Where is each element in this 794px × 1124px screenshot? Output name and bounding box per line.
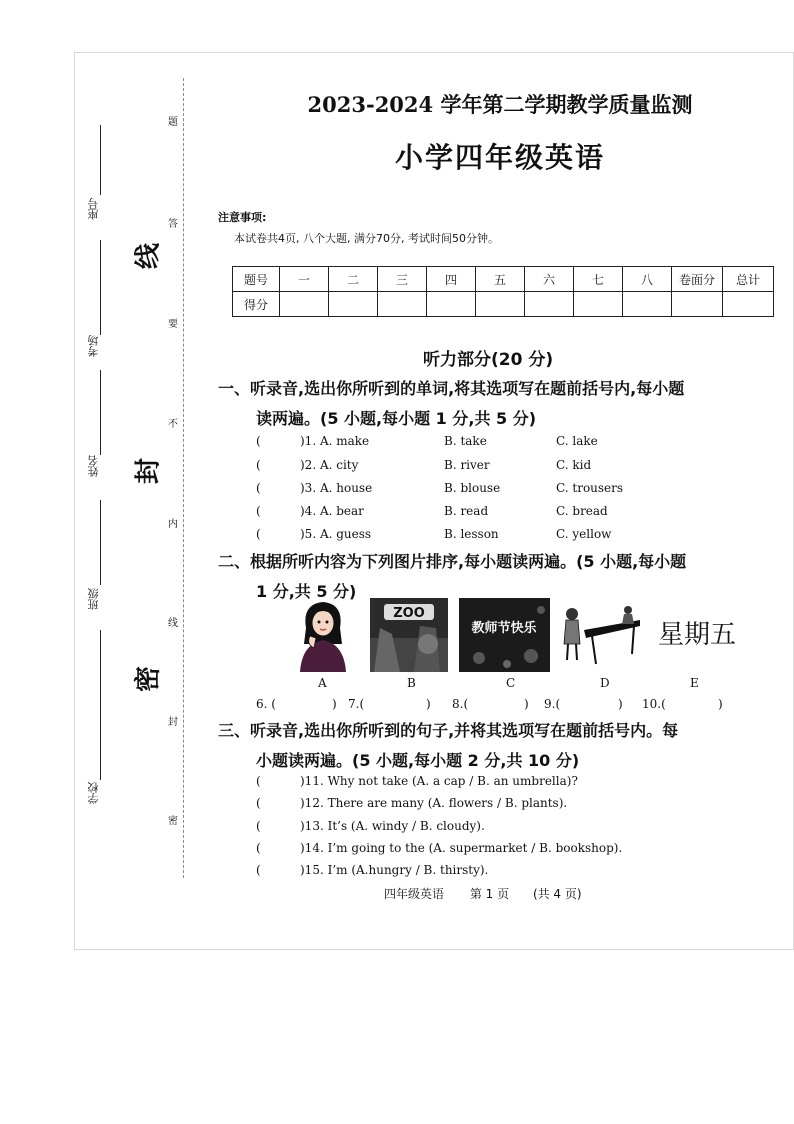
score-table-header-row: [233, 267, 774, 292]
room-line: [100, 240, 101, 335]
q2-answer-row: [256, 697, 776, 715]
option-c: C. yellow: [556, 527, 612, 541]
score-input-cell[interactable]: [525, 292, 574, 317]
school-line: [100, 630, 101, 780]
warning-char-1: 题: [168, 117, 178, 128]
score-table-score-row: [233, 292, 774, 317]
answer-bracket[interactable]: (: [256, 863, 261, 877]
answer-8-close: ): [524, 697, 529, 711]
class-line: [100, 500, 101, 585]
question-1-line2: 读两遍。(5 小题,每小题 1 分,共 5 分): [256, 409, 537, 428]
answer-bracket[interactable]: (: [256, 819, 261, 833]
q1-item: [256, 434, 776, 452]
notice-heading: 注意事项:: [218, 211, 267, 224]
answer-bracket[interactable]: (: [256, 481, 261, 495]
answer-bracket[interactable]: (: [256, 841, 261, 855]
score-cell: 总计: [723, 267, 774, 292]
score-cell: 七: [574, 267, 623, 292]
warning-char-4: 不: [168, 419, 178, 430]
listening-section-title: 听力部分(20 分): [423, 350, 554, 370]
seat-line: [100, 125, 101, 195]
picture-label-a: A: [318, 676, 327, 690]
question-2-line2: 1 分,共 5 分): [256, 582, 357, 601]
answer-bracket[interactable]: (: [256, 796, 261, 810]
sentence-text: )12. There are many (A. flowers / B. plants).: [300, 796, 568, 810]
option-a: )2. A. city: [300, 458, 359, 472]
footer-page-number: 第 1 页: [469, 887, 510, 901]
zoo-sign-text: ZOO: [393, 606, 425, 621]
score-cell: 八: [623, 267, 672, 292]
q1-item: [256, 527, 776, 545]
q3-item: [256, 841, 776, 859]
score-input-cell[interactable]: [623, 292, 672, 317]
answer-7-open[interactable]: 7.(: [348, 697, 365, 711]
picture-e-friday: [652, 598, 752, 672]
teachers-day-text: 教师节快乐: [471, 621, 537, 636]
answer-9-open[interactable]: 9.(: [544, 697, 561, 711]
score-cell: 三: [378, 267, 427, 292]
question-3-heading: [218, 716, 773, 776]
score-input-cell[interactable]: [476, 292, 525, 317]
answer-bracket[interactable]: (: [256, 504, 261, 518]
exam-page: [74, 52, 794, 950]
answer-10-open[interactable]: 10.(: [642, 697, 666, 711]
answer-bracket[interactable]: (: [256, 774, 261, 788]
answer-bracket[interactable]: (: [256, 527, 261, 541]
option-c: C. trousers: [556, 481, 624, 495]
answer-9-close: ): [618, 697, 623, 711]
school-label: 学校: [87, 782, 100, 804]
score-row-label: 得分: [233, 292, 280, 317]
option-b: B. read: [444, 504, 489, 518]
footer-total-pages: (共 4 页): [532, 887, 582, 901]
answer-bracket[interactable]: (: [256, 458, 261, 472]
seal-char-feng: 封: [133, 458, 160, 489]
warning-char-2: 答: [168, 219, 178, 230]
sentence-text: )11. Why not take (A. a cap / B. an umbrella)?: [300, 774, 578, 788]
picture-a-girl: [292, 598, 354, 672]
footer-subject: 四年级英语: [384, 887, 445, 901]
name-line: [100, 370, 101, 455]
warning-char-8: 密: [168, 816, 178, 827]
warning-char-6: 线: [168, 618, 178, 629]
q1-item: [256, 504, 776, 522]
q3-item: [256, 819, 776, 837]
answer-6-close: ): [332, 697, 337, 711]
q3-item: [256, 774, 776, 792]
option-b: B. blouse: [444, 481, 501, 495]
score-table: [232, 266, 774, 317]
score-input-cell[interactable]: [427, 292, 476, 317]
sentence-text: )14. I’m going to the (A. supermarket / B. bookshop).: [300, 841, 623, 855]
exam-title: 2023-2024 学年第二学期教学质量监测: [307, 92, 693, 117]
option-c: C. lake: [556, 434, 598, 448]
sentence-text: )15. I’m (A.hungry / B. thirsty).: [300, 863, 489, 877]
score-cell: 五: [476, 267, 525, 292]
score-cell: 六: [525, 267, 574, 292]
answer-8-open[interactable]: 8.(: [452, 697, 469, 711]
score-input-cell[interactable]: [280, 292, 329, 317]
option-a: )5. A. guess: [300, 527, 372, 541]
option-b: B. lesson: [444, 527, 499, 541]
score-cell: 题号: [233, 267, 280, 292]
picture-c-teachers-day: [459, 598, 550, 672]
picture-label-e: E: [690, 676, 699, 690]
picture-d-ping-pong: [558, 598, 642, 672]
exam-room-label: 考场: [87, 335, 100, 357]
score-cell: 二: [329, 267, 378, 292]
score-cell: 卷面分: [672, 267, 723, 292]
score-input-cell[interactable]: [329, 292, 378, 317]
page-footer: [384, 885, 582, 902]
option-c: C. kid: [556, 458, 592, 472]
q3-item: [256, 863, 776, 881]
seal-dotted-line: [183, 78, 184, 878]
seal-char-mi: 密: [133, 666, 160, 697]
score-input-cell[interactable]: [672, 292, 723, 317]
question-1-heading: [218, 374, 773, 434]
warning-char-7: 封: [168, 717, 178, 728]
name-label: 姓名: [87, 455, 100, 477]
option-a: )4. A. bear: [300, 504, 364, 518]
picture-label-d: D: [600, 676, 610, 690]
picture-label-c: C: [506, 676, 516, 690]
score-input-cell[interactable]: [723, 292, 774, 317]
score-cell: 一: [280, 267, 329, 292]
question-1-line1: 一、听录音,选出你所听到的单词,将其选项写在题前括号内,每小题: [218, 379, 685, 398]
friday-text: 星期五: [658, 620, 737, 650]
answer-10-close: ): [718, 697, 723, 711]
notice-text: 本试卷共4页, 八个大题, 满分70分, 考试时间50分钟。: [234, 232, 499, 245]
option-b: B. river: [444, 458, 490, 472]
q3-item: [256, 796, 776, 814]
seal-char-xian: 线: [133, 243, 160, 274]
score-input-cell[interactable]: [378, 292, 427, 317]
q1-item: [256, 458, 776, 476]
answer-bracket[interactable]: (: [256, 434, 261, 448]
picture-b-zoo: [370, 598, 448, 672]
seat-label: 座号: [87, 198, 100, 220]
sentence-text: )13. It’s (A. windy / B. cloudy).: [300, 819, 485, 833]
question-3-line2: 小题读两遍。(5 小题,每小题 2 分,共 10 分): [256, 751, 580, 770]
question-2-line1: 二、根据所听内容为下列图片排序,每小题读两遍。(5 小题,每小题: [218, 552, 687, 571]
warning-char-5: 内: [168, 519, 178, 530]
warning-char-3: 要: [168, 319, 178, 330]
option-a: )1. A. make: [300, 434, 370, 448]
option-c: C. bread: [556, 504, 608, 518]
question-3-line1: 三、听录音,选出你所听到的句子,并将其选项写在题前括号内。每: [218, 721, 679, 740]
answer-6-open[interactable]: 6. (: [256, 697, 276, 711]
option-b: B. take: [444, 434, 487, 448]
score-input-cell[interactable]: [574, 292, 623, 317]
q1-item: [256, 481, 776, 499]
exam-subject-title: 小学四年级英语: [394, 141, 605, 174]
class-label: 班级: [87, 588, 100, 610]
option-a: )3. A. house: [300, 481, 373, 495]
picture-label-b: B: [407, 676, 416, 690]
answer-7-close: ): [426, 697, 431, 711]
score-cell: 四: [427, 267, 476, 292]
